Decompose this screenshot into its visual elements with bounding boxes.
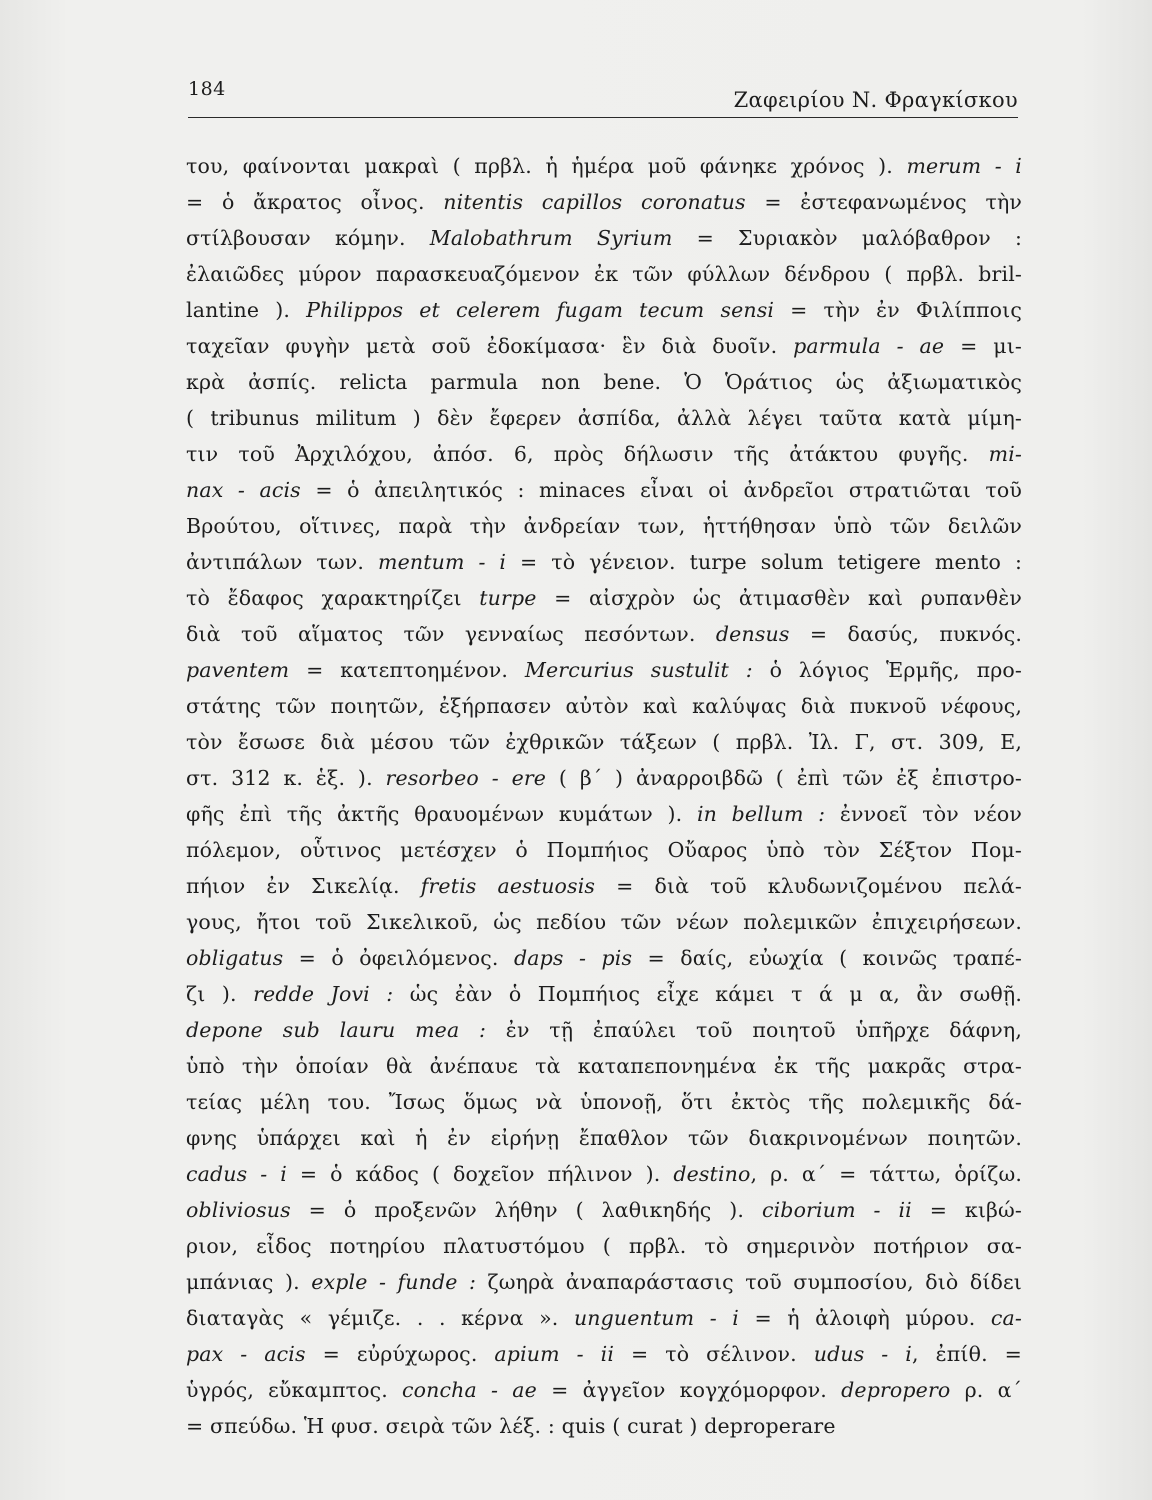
text-run: στάτης τῶν ποιητῶν, ἐξήρπασεν αὐτὸν καὶ καλύψας διὰ πυκνοῦ νέφους,	[186, 694, 1022, 718]
text-run: = ἐστεφανωμένος τὴν	[745, 190, 1022, 214]
latin-term: udus - i	[813, 1342, 913, 1366]
text-run: κρὰ ἀσπίς. relicta parmula non bene. Ὁ Ὁράτιος ὡς ἀξιωματικὸς	[186, 370, 1022, 394]
text-run: φῆς ἐπὶ τῆς ἀκτῆς θραυομένων κυμάτων ).	[186, 802, 697, 826]
text-line	[186, 1012, 1022, 1048]
latin-term: mentum - i	[377, 550, 507, 574]
latin-term: unguentum - i	[573, 1306, 739, 1330]
text-run: τιν τοῦ Ἀρχιλόχου, ἀπόσ. 6, πρὸς δήλωσιν τῆς ἀτάκτου φυγῆς.	[186, 442, 989, 466]
latin-term: concha - ae	[402, 1378, 537, 1402]
text-line	[186, 220, 1022, 256]
text-run: μπάνιας ).	[186, 1270, 312, 1294]
text-line	[186, 364, 1022, 400]
latin-term: pax - acis	[186, 1342, 306, 1366]
text-line	[186, 508, 1022, 544]
text-line	[186, 256, 1022, 292]
text-run: = δαίς, εὐωχία ( κοινῶς τραπέ-	[632, 946, 1022, 970]
text-run: = ὁ ἀπειλητικός : minaces εἶναι οἱ ἀνδρεῖοι στρατιῶται τοῦ	[300, 478, 1022, 502]
text-line	[186, 580, 1022, 616]
text-run: = τὴν ἐν Φιλίπποις	[774, 298, 1022, 322]
text-run: ὁ λόγιος Ἑρμῆς, προ-	[752, 658, 1022, 682]
text-run: ταχεῖαν φυγὴν μετὰ σοῦ ἐδοκίμασα· ἓν διὰ δυοῖν.	[186, 334, 794, 358]
text-line	[186, 400, 1022, 436]
text-run: = ὁ προξενῶν λήθην ( λαθικηδής ).	[290, 1198, 762, 1222]
text-line	[186, 1048, 1022, 1084]
text-line	[186, 760, 1022, 796]
text-run: Βρούτου, οἵτινες, παρὰ τὴν ἀνδρείαν των, ἡττήθησαν ὑπὸ τῶν δειλῶν	[186, 514, 1022, 538]
page-header	[188, 74, 1018, 114]
text-run: πήιον ἐν Σικελίᾳ.	[186, 874, 421, 898]
latin-term: obliviosus	[186, 1198, 291, 1222]
text-run: = ὁ ἄκρατος οἶνος.	[186, 190, 444, 214]
text-run: στ. 312 κ. ἑξ. ).	[186, 766, 386, 790]
text-run: = τὸ σέλινον.	[614, 1342, 814, 1366]
text-run: = αἰσχρὸν ὡς ἀτιμασθὲν καὶ ρυπανθὲν	[536, 586, 1022, 610]
text-run: γους, ἤτοι τοῦ Σικελικοῦ, ὡς πεδίου τῶν νέων πολεμικῶν ἐπιχειρήσεων.	[186, 910, 1022, 934]
text-line	[186, 472, 1022, 508]
text-run: ἐν τῇ ἐπαύλει τοῦ ποιητοῦ ὑπῆρχε δάφνη,	[486, 1018, 1022, 1042]
text-line	[186, 1228, 1022, 1264]
text-line	[186, 1300, 1022, 1336]
text-line	[186, 940, 1022, 976]
latin-term: resorbeo - ere	[385, 766, 547, 790]
latin-term: apium - ii	[494, 1342, 615, 1366]
text-run: = δασύς, πυκνός.	[789, 622, 1022, 646]
latin-term: merum - i	[906, 154, 1022, 178]
latin-term: redde Jovi :	[253, 982, 394, 1006]
text-line	[186, 724, 1022, 760]
text-run: τείας μέλη του. Ἴσως ὅμως νὰ ὑπονοῇ, ὅτι ἐκτὸς τῆς πολεμικῆς δά-	[186, 1090, 1022, 1114]
text-run: διὰ τοῦ αἵματος τῶν γενναίως πεσόντων.	[186, 622, 716, 646]
latin-term: ca-	[990, 1306, 1022, 1330]
text-run: πόλεμον, οὗτινος μετέσχεν ὁ Πομπήιος Οὔαρος ὑπὸ τὸν Σέξτον Πομ-	[186, 838, 1022, 862]
text-line	[186, 832, 1022, 868]
text-line	[186, 1084, 1022, 1120]
latin-term: mi-	[988, 442, 1022, 466]
text-line	[186, 1372, 1022, 1408]
text-run: ἀντιπάλων των.	[186, 550, 378, 574]
commentary-text	[186, 148, 1022, 1444]
text-line	[186, 544, 1022, 580]
text-run: ζωηρὰ ἀναπαράστασις τοῦ συμποσίου, διὸ δίδει	[476, 1270, 1022, 1294]
text-line	[186, 976, 1022, 1012]
text-line	[186, 652, 1022, 688]
latin-term: Philippos et celerem fugam tecum sensi	[306, 298, 775, 322]
text-run: = διὰ τοῦ κλυδωνιζομένου πελά-	[595, 874, 1022, 898]
text-line	[186, 148, 1022, 184]
text-run: του, φαίνονται μακραὶ ( πρβλ. ἡ ἡμέρα μοῦ φάνηκε χρόνος ).	[186, 154, 907, 178]
text-run: ζι ).	[186, 982, 254, 1006]
text-run: = ὁ κάδος ( δοχεῖον πήλινον ).	[286, 1162, 674, 1186]
text-run: ἐλαιῶδες μύρον παρασκευαζόμενον ἐκ τῶν φύλλων δένδρου ( πρβλ. bril-	[186, 262, 1022, 286]
text-run: = μι-	[944, 334, 1022, 358]
text-run: στίλβουσαν κόμην.	[186, 226, 430, 250]
latin-term: turpe	[479, 586, 537, 610]
text-line	[186, 796, 1022, 832]
latin-term: paventem	[186, 658, 290, 682]
text-run: = Συριακὸν μαλόβαθρον :	[672, 226, 1022, 250]
text-run: = σπεύδω. Ἡ φυσ. σειρὰ τῶν λέξ. : quis ( curat ) deproperare	[186, 1414, 836, 1438]
text-line	[186, 616, 1022, 652]
latin-term: daps - pis	[513, 946, 633, 970]
text-line	[186, 688, 1022, 724]
latin-term: fretis aestuosis	[420, 874, 596, 898]
text-run: = κατεπτοημένον.	[289, 658, 525, 682]
text-run: διαταγὰς « γέμιζε. . . κέρνα ».	[186, 1306, 574, 1330]
text-run: = ἡ ἀλοιφὴ μύρου.	[738, 1306, 991, 1330]
text-line	[186, 1192, 1022, 1228]
latin-term: cadus - i	[186, 1162, 287, 1186]
latin-term: Malobathrum Syrium	[429, 226, 673, 250]
latin-term: parmula - ae	[793, 334, 945, 358]
latin-term: densus	[715, 622, 790, 646]
latin-term: exple - funde :	[311, 1270, 477, 1294]
text-run: , ἐπίθ. =	[912, 1342, 1022, 1366]
text-run: = τὸ γένειον. turpe solum tetigere mento :	[506, 550, 1022, 574]
latin-term: depropero	[841, 1378, 951, 1402]
page-number: 184	[188, 78, 226, 100]
text-line	[186, 904, 1022, 940]
text-run: ( β΄ ) ἀναρροιβδῶ ( ἐπὶ τῶν ἐξ ἐπιστρο-	[546, 766, 1022, 790]
text-line	[186, 1156, 1022, 1192]
text-run: τὸν ἔσωσε διὰ μέσου τῶν ἐχθρικῶν τάξεων ( πρβλ. Ἰλ. Γ, στ. 309, Ε,	[186, 730, 1022, 754]
running-title: Ζαφειρίου Ν. Φραγκίσκου	[733, 88, 1018, 112]
latin-term: Mercurius sustulit :	[524, 658, 753, 682]
header-rule	[188, 117, 1018, 118]
text-line	[186, 1264, 1022, 1300]
latin-term: obligatus	[186, 946, 284, 970]
text-run: ὡς ἐὰν ὁ Πομπήιος εἶχε κάμει τ ά μ α, ἂν σωθῇ.	[393, 982, 1022, 1006]
text-run: φνης ὑπάρχει καὶ ἡ ἐν εἰρήνῃ ἔπαθλον τῶν διακρινομένων ποιητῶν.	[186, 1126, 1022, 1150]
latin-term: depone sub lauru mea :	[186, 1018, 487, 1042]
latin-term: nitentis capillos coronatus	[443, 190, 746, 214]
text-run: ρ. α΄	[950, 1378, 1022, 1402]
text-run: , ρ. α΄ = τάττω, ὁρίζω.	[750, 1162, 1022, 1186]
text-run: ὑγρός, εὔκαμπτος.	[186, 1378, 403, 1402]
text-run: = εὐρύχωρος.	[305, 1342, 495, 1366]
latin-term: destino	[673, 1162, 751, 1186]
latin-term: in bellum :	[696, 802, 826, 826]
text-run: = ἀγγεῖον κογχόμορφον.	[536, 1378, 842, 1402]
text-run: ριον, εἶδος ποτηρίου πλατυστόμου ( πρβλ. τὸ σημερινὸν ποτήριον σα-	[186, 1234, 1022, 1258]
text-run: τὸ ἔδαφος χαρακτηρίζει	[186, 586, 480, 610]
text-line	[186, 868, 1022, 904]
text-run: ( tribunus militum ) δὲν ἔφερεν ἀσπίδα, ἀλλὰ λέγει ταῦτα κατὰ μίμη-	[186, 406, 1022, 430]
text-run: ἐννοεῖ τὸν νέον	[825, 802, 1022, 826]
text-line	[186, 184, 1022, 220]
text-run: = ὁ ὀφειλόμενος.	[283, 946, 514, 970]
text-line	[186, 436, 1022, 472]
text-run: ὑπὸ τὴν ὁποίαν θὰ ἀνέπαυε τὰ καταπεπονημένα ἐκ τῆς μακρᾶς στρα-	[186, 1054, 1022, 1078]
text-line	[186, 1120, 1022, 1156]
text-line	[186, 1408, 1022, 1444]
text-line	[186, 292, 1022, 328]
text-run: lantine ).	[186, 298, 307, 322]
latin-term: ciborium - ii	[761, 1198, 912, 1222]
latin-term: nax - acis	[186, 478, 301, 502]
text-line	[186, 1336, 1022, 1372]
text-line	[186, 328, 1022, 364]
text-run: = κιβώ-	[911, 1198, 1022, 1222]
